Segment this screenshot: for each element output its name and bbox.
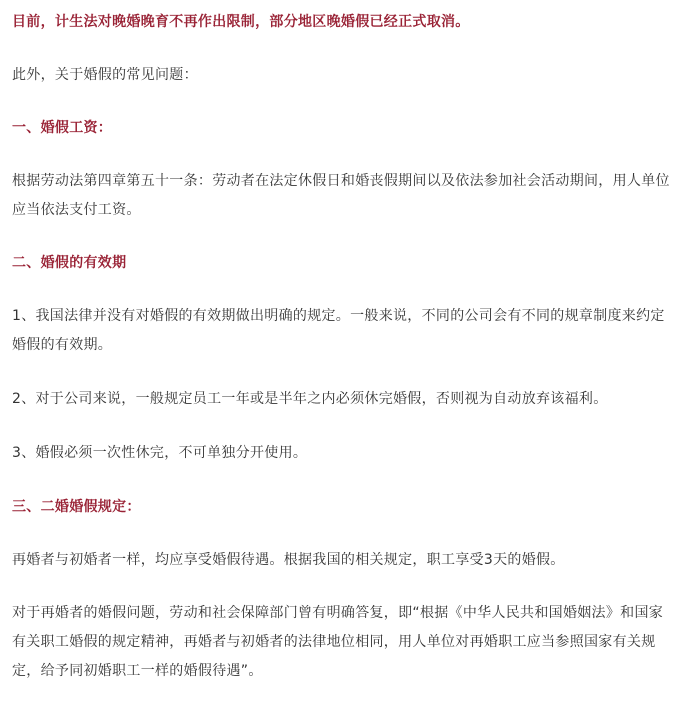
paragraph-labor-law: 根据劳动法第四章第五十一条：劳动者在法定休假日和婚丧假期间以及依法参加社会活动期间，用人单位应当依法支付工资。 <box>12 173 670 218</box>
section-heading-validity-period: 二、婚假的有效期 <box>12 255 127 271</box>
paragraph-validity-1: 1、我国法律并没有对婚假的有效期做出明确的规定。一般来说，不同的公司会有不同的规章制度来约定婚假的有效期。 <box>12 308 665 353</box>
paragraph-remarriage-1: 再婚者与初婚者一样，均应享受婚假待遇。根据我国的相关规定，职工享受3天的婚假。 <box>12 552 565 568</box>
paragraph-remarriage-2: 对于再婚者的婚假问题，劳动和社会保障部门曾有明确答复，即“根据《中华人民共和国婚姻法》和国家有关职工婚假的规定精神，再婚者与初婚者的法律地位相同，用人单位对再婚职工应当参照国家有关规定，给予同初婚职工一样的婚假待遇”。 <box>12 605 664 679</box>
section-heading-wedding-leave-pay: 一、婚假工资： <box>12 120 113 136</box>
section-heading-remarriage: 三、二婚婚假规定： <box>12 499 141 515</box>
lead-paragraph: 目前，计生法对晚婚晚育不再作出限制，部分地区晚婚假已经正式取消。 <box>12 14 470 30</box>
paragraph-validity-3: 3、婚假必须一次性休完，不可单独分开使用。 <box>12 445 308 461</box>
paragraph-validity-2: 2、对于公司来说，一般规定员工一年或是半年之内必须休完婚假，否则视为自动放弃该福利。 <box>12 391 608 407</box>
intro-paragraph: 此外，关于婚假的常见问题： <box>12 67 198 83</box>
